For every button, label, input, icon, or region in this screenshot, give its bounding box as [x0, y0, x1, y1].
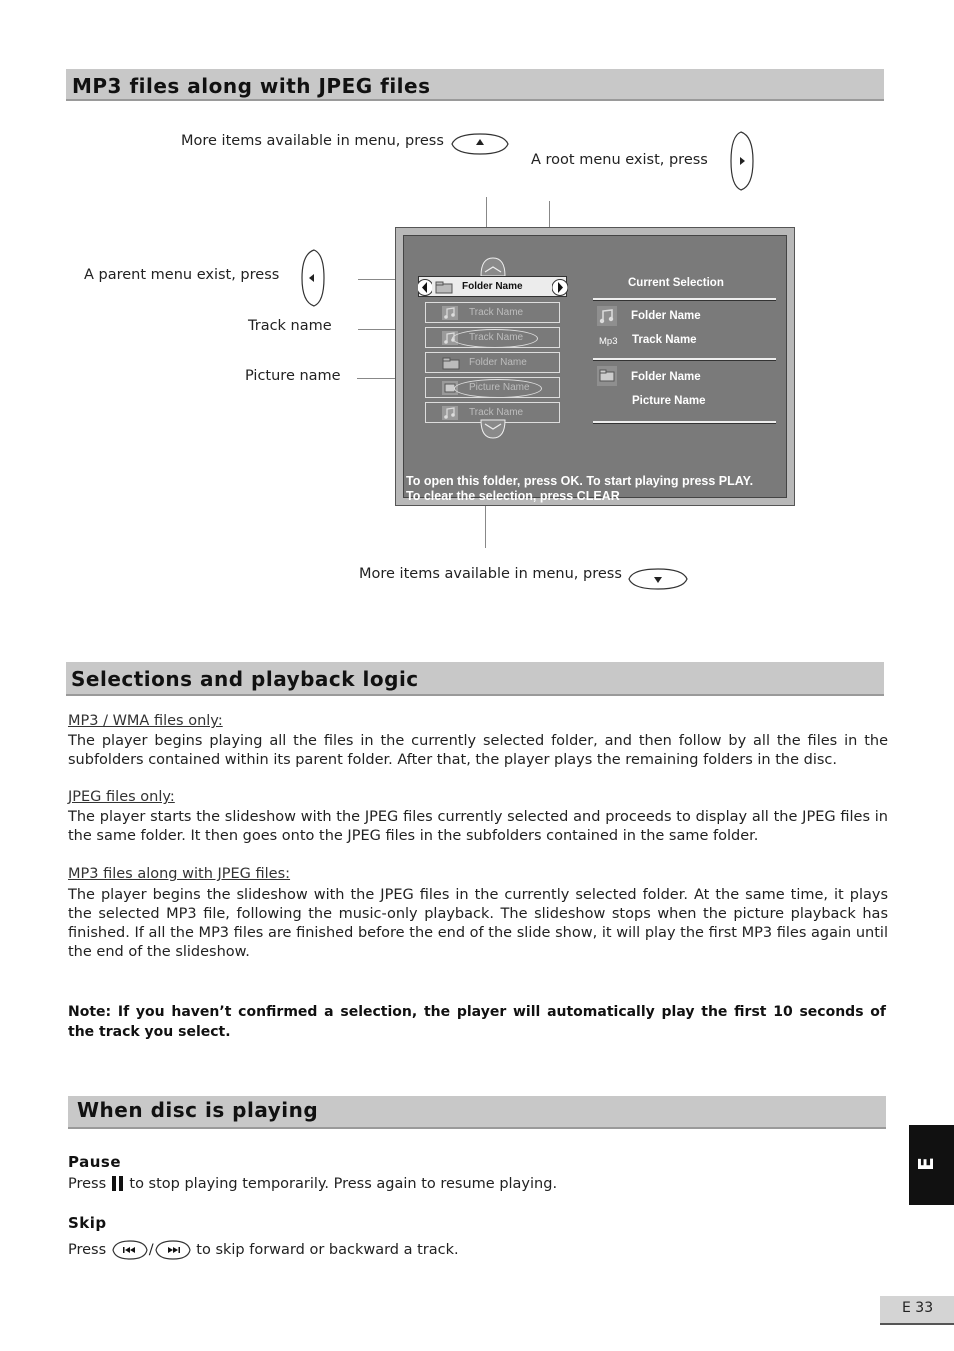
current-selection-title: Current Selection	[628, 277, 724, 289]
skip-instruction	[68, 1239, 459, 1261]
file-row-folder-selected[interactable]	[418, 276, 567, 297]
pause-heading: Pause	[68, 1153, 121, 1171]
left-arrow-icon	[418, 277, 432, 298]
logic-paragraph-jpeg: The player starts the slideshow with the JPEG files currently selected and proceeds to display all the JPEG files in the same folder. It then goes onto the JPEG files in the subfolders contained in the same folder.	[68, 809, 888, 844]
skip-pre-text: Press	[68, 1242, 107, 1258]
pause-instruction	[68, 1175, 557, 1192]
logic-paragraph-mp3-jpeg: The player begins the slideshow with the JPEG files in the currently selected folder. At the same time, it plays the selected MP3 file, following the music-only playback. The slideshow stops when the picture playback has finished. If all the MP3 files are finished before the end of the slide show, it will play the first MP3 files again until the end of the slideshow.	[68, 887, 888, 960]
selection-separator	[593, 298, 776, 301]
language-side-tab	[909, 1125, 954, 1205]
sel1-track-name: Track Name	[632, 334, 697, 346]
folder-icon	[442, 357, 460, 370]
right-arrow-icon	[552, 277, 568, 298]
osd-panel	[403, 235, 787, 503]
folder-icon	[435, 281, 453, 294]
label-track-name: Track name	[248, 318, 332, 334]
picture-folder-icon	[597, 366, 617, 386]
selection-separator	[593, 358, 776, 361]
osd-row-label: Track Name	[469, 407, 524, 418]
mp3-folder-icon	[597, 306, 617, 326]
skip-separator: /	[148, 1242, 154, 1258]
osd-row-label: Picture Name	[469, 382, 530, 393]
selection-separator	[593, 421, 776, 424]
up-button-icon	[450, 132, 510, 156]
label-parent-menu: A parent menu exist, press	[84, 267, 280, 283]
file-row-track-highlight[interactable]	[425, 327, 560, 348]
osd-footer-line2: To clear the selection, press CLEAR	[406, 489, 620, 503]
osd-row-label: Folder Name	[462, 281, 523, 292]
left-button-icon	[300, 248, 328, 308]
label-more-items-down: More items available in menu, press	[359, 566, 622, 582]
osd-row-label: Track Name	[469, 332, 524, 343]
pause-post-text: to stop playing temporarily. Press again to resume playing.	[129, 1176, 558, 1192]
logic-heading-mp3-jpeg: MP3 files along with JPEG files:	[68, 866, 291, 882]
label-more-items-up: More items available in menu, press	[181, 133, 444, 149]
skip-next-icon	[154, 1239, 192, 1261]
osd-row-label: Folder Name	[469, 357, 527, 368]
music-note-icon	[442, 306, 458, 320]
sel2-folder-name: Folder Name	[631, 371, 701, 383]
right-button-icon	[728, 130, 754, 192]
sel1-folder-name: Folder Name	[631, 310, 701, 322]
skip-heading: Skip	[68, 1214, 107, 1232]
logic-heading-mp3-wma: MP3 / WMA files only:	[68, 713, 223, 729]
label-root-menu: A root menu exist, press	[531, 152, 708, 168]
file-row-track[interactable]	[425, 302, 560, 323]
pause-pre-text: Press	[68, 1176, 107, 1192]
logic-heading-jpeg: JPEG files only:	[68, 789, 175, 805]
section-title-selections: Selections and playback logic	[71, 667, 419, 691]
scroll-down-icon	[479, 418, 507, 440]
file-row-folder[interactable]	[425, 352, 560, 373]
music-note-icon	[442, 406, 458, 420]
osd-screen	[395, 227, 795, 506]
pause-icon	[111, 1175, 125, 1191]
page-number-box	[880, 1296, 954, 1325]
file-row-picture[interactable]	[425, 377, 560, 398]
section-title-mp3-jpeg: MP3 files along with JPEG files	[72, 74, 431, 98]
logic-paragraph-mp3-wma: The player begins playing all the files in the currently selected folder, and then follow by all the files in the subfolders contained within its parent folder. After that, the player plays the remaining folders in the disc.	[68, 733, 888, 768]
scroll-up-icon	[479, 256, 507, 278]
section-title-playing: When disc is playing	[77, 1098, 319, 1122]
osd-footer-line1: To open this folder, press OK. To start playing press PLAY.	[406, 474, 754, 488]
note-text: Note: If you haven’t confirmed a selection, the player will automatically play the first 10 seconds of the track you select.	[68, 1004, 886, 1040]
skip-post-text: to skip forward or backward a track.	[196, 1242, 459, 1258]
skip-previous-icon	[111, 1239, 149, 1261]
page-number: E 33	[902, 1300, 934, 1316]
osd-row-label: Track Name	[469, 307, 524, 318]
sel1-type-badge: Mp3	[599, 336, 618, 347]
side-tab-letter: E	[913, 1157, 938, 1171]
label-picture-name: Picture name	[245, 368, 341, 384]
down-button-icon	[627, 567, 689, 591]
sel2-picture-name: Picture Name	[632, 395, 706, 407]
